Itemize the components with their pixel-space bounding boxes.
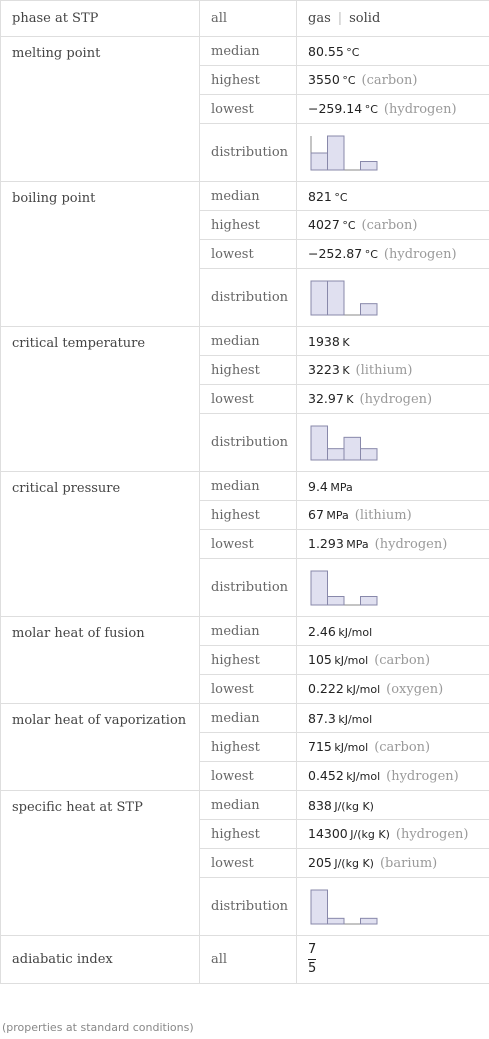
lowest-label: lowest [200,95,297,124]
highest-unit: kJ/mol [334,741,369,754]
distribution-cell [297,124,489,182]
lowest-element-note: (hydrogen) [383,247,457,262]
highest-value-cell [297,733,489,762]
lowest-element-note: (barium) [379,856,438,871]
histogram-bar [361,303,378,314]
lowest-unit: °C [364,103,378,116]
distribution-histogram [308,133,378,173]
property-adiabatic-index: adiabatic index [1,936,200,984]
median-value-cell [297,617,489,646]
median-value: 9.4 [308,478,328,494]
fraction-denominator: 5 [308,961,317,976]
property-critical-temperature: critical temperature [1,327,200,472]
lowest-label: lowest [200,385,297,414]
median-value: 1938 [308,333,340,349]
fraction-bar [308,959,316,960]
histogram-bar [361,448,378,459]
lowest-unit: J/(kg K) [334,857,374,870]
highest-value: 105 [308,652,332,667]
lowest-unit: K [346,393,354,406]
distribution-label: distribution [200,124,297,182]
phase-gas: gas [308,11,331,26]
header-property-label: phase at STP [1,1,200,37]
distribution-label: distribution [200,414,297,472]
median-label: median [200,182,297,211]
header-scope-label: all [200,1,297,37]
median-unit: J/(kg K) [334,799,374,813]
table-row [1,472,489,501]
lowest-element-note: (hydrogen) [359,392,433,407]
lowest-value: −259.14 [308,101,363,116]
histogram-bar [311,153,328,170]
lowest-value: 1.293 [308,536,344,551]
property-specific-heat-at-stp: specific heat at STP [1,791,200,936]
distribution-cell [297,559,489,617]
lowest-value: 0.452 [308,768,344,783]
property-molar-heat-of-fusion: molar heat of fusion [1,617,200,704]
highest-value: 715 [308,739,332,754]
histogram-bar [361,161,378,170]
histogram-bar [328,596,345,605]
histogram-bar [328,136,345,170]
histogram-bar [311,426,328,460]
separator: | [337,11,343,26]
median-value: 2.46 [308,623,336,639]
histogram-bar [311,571,328,605]
highest-value: 67 [308,507,324,522]
highest-value: 3223 [308,362,340,377]
highest-element-note: (carbon) [361,218,418,233]
table-row [1,327,489,356]
adiabatic-fraction [308,942,316,977]
lowest-value-cell [297,95,489,124]
lowest-value-cell [297,762,489,791]
distribution-label: distribution [200,559,297,617]
highest-value-cell [297,66,489,95]
histogram-bar [311,281,328,315]
lowest-value: 0.222 [308,681,344,696]
highest-label: highest [200,501,297,530]
median-unit: K [342,335,350,349]
lowest-value: 32.97 [308,391,344,406]
histogram-bar [328,918,345,924]
lowest-value-cell [297,240,489,269]
median-value-cell [297,182,489,211]
median-label: median [200,37,297,66]
median-label: median [200,617,297,646]
highest-label: highest [200,733,297,762]
lowest-label: lowest [200,849,297,878]
lowest-value: 205 [308,855,332,870]
lowest-label: lowest [200,240,297,269]
fraction-numerator: 7 [308,942,317,957]
median-value-cell [297,327,489,356]
table-row [1,791,489,820]
lowest-value-cell [297,849,489,878]
table-row [1,936,489,984]
highest-unit: °C [342,74,356,87]
lowest-element-note: (oxygen) [386,682,444,697]
highest-value: 14300 [308,826,348,841]
median-label: median [200,791,297,820]
lowest-label: lowest [200,530,297,559]
highest-element-note: (carbon) [361,73,418,88]
distribution-label: distribution [200,878,297,936]
median-unit: °C [346,45,360,59]
highest-element-note: (carbon) [374,740,431,755]
distribution-histogram [308,423,378,463]
header-phase-values [297,1,489,37]
table-row [1,617,489,646]
highest-value-cell [297,356,489,385]
phase-solid: solid [349,11,381,26]
histogram-bar [328,281,345,315]
lowest-element-note: (hydrogen) [374,537,448,552]
lowest-value-cell [297,675,489,704]
median-label: median [200,704,297,733]
median-value: 87.3 [308,710,336,726]
lowest-unit: kJ/mol [346,683,381,696]
highest-element-note: (carbon) [374,653,431,668]
distribution-cell [297,269,489,327]
property-molar-heat-of-vaporization: molar heat of vaporization [1,704,200,791]
distribution-histogram [308,568,378,608]
table-row [1,37,489,66]
lowest-label: lowest [200,675,297,704]
highest-element-note: (hydrogen) [395,827,469,842]
distribution-histogram [308,887,378,927]
highest-element-note: (lithium) [355,363,413,378]
lowest-label: lowest [200,762,297,791]
median-value-cell [297,704,489,733]
highest-value: 4027 [308,217,340,232]
distribution-histogram [308,278,378,318]
property-melting-point: melting point [1,37,200,182]
distribution-label: distribution [200,269,297,327]
highest-unit: kJ/mol [334,654,369,667]
histogram-bar [361,596,378,605]
median-unit: kJ/mol [338,712,373,726]
median-value: 821 [308,188,332,204]
histogram-bar [344,437,361,460]
table-row [1,182,489,211]
histogram-bar [311,890,328,924]
median-label: median [200,472,297,501]
header-row [1,1,489,37]
lowest-element-note: (hydrogen) [386,769,459,784]
highest-value-cell [297,501,489,530]
histogram-bar [361,918,378,924]
highest-label: highest [200,211,297,240]
lowest-value-cell [297,385,489,414]
distribution-cell [297,878,489,936]
highest-unit: J/(kg K) [350,828,390,841]
median-value: 80.55 [308,43,344,59]
table-row [1,704,489,733]
median-value: 838 [308,797,332,813]
property-critical-pressure: critical pressure [1,472,200,617]
median-unit: °C [334,190,348,204]
highest-unit: MPa [326,509,349,522]
highest-label: highest [200,646,297,675]
median-unit: kJ/mol [338,625,373,639]
median-value-cell [297,472,489,501]
footer-note: (properties at standard conditions) [2,1021,194,1034]
lowest-element-note: (hydrogen) [383,102,457,117]
highest-value: 3550 [308,72,340,87]
median-value-cell [297,791,489,820]
median-label: median [200,327,297,356]
median-value-cell [297,37,489,66]
adiabatic-scope-label: all [200,936,297,984]
lowest-value: −252.87 [308,246,363,261]
highest-value-cell [297,820,489,849]
highest-label: highest [200,356,297,385]
highest-label: highest [200,66,297,95]
lowest-value-cell [297,530,489,559]
lowest-unit: °C [364,248,378,261]
histogram-bar [328,448,345,459]
lowest-unit: MPa [346,538,369,551]
highest-unit: K [342,364,350,377]
property-boiling-point: boiling point [1,182,200,327]
lowest-unit: kJ/mol [346,770,381,783]
adiabatic-value-cell [297,936,489,984]
highest-value-cell [297,211,489,240]
median-unit: MPa [330,480,353,494]
highest-unit: °C [342,219,356,232]
distribution-cell [297,414,489,472]
highest-value-cell [297,646,489,675]
highest-element-note: (lithium) [354,508,412,523]
highest-label: highest [200,820,297,849]
